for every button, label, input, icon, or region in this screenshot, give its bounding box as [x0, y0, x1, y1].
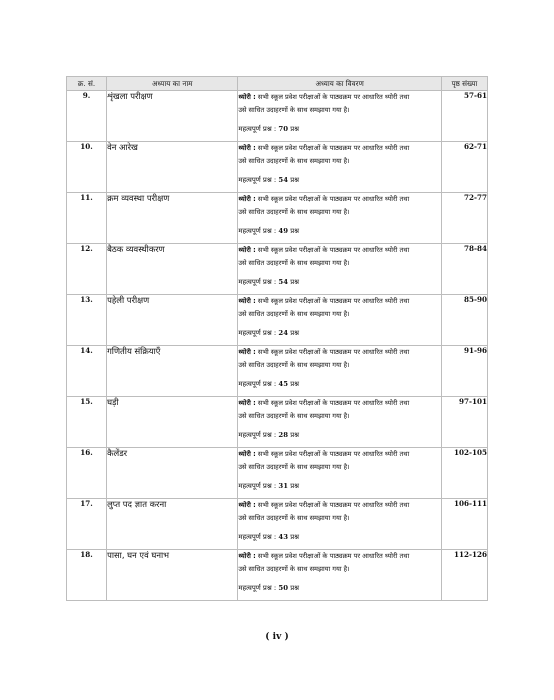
important-questions	[238, 327, 440, 340]
chapter-description	[238, 295, 441, 346]
theory-text-continued: उसे साधित उदाहरणों के साथ समझाया गया है।	[238, 105, 350, 114]
table-row	[67, 346, 488, 397]
page-range: 57-61	[441, 91, 487, 142]
important-questions-count: 43	[278, 533, 289, 541]
theory-text: सभी स्कूल प्रवेश परीक्षाओं के पाठ्यक्रम पर आधारित थ्योरी तथा	[257, 144, 410, 152]
important-questions	[238, 378, 440, 391]
important-questions	[238, 531, 440, 544]
chapter-name: लुप्त पद ज्ञात करना	[107, 499, 238, 550]
theory-label: थ्योरी :	[238, 144, 256, 152]
chapter-description	[238, 193, 441, 244]
chapter-name: पासा, घन एवं घनाभ	[107, 550, 238, 601]
important-questions-unit: प्रश्न	[290, 125, 300, 133]
page-range: 62-71	[441, 142, 487, 193]
header-chapter-name: अध्याय का नाम	[107, 77, 238, 91]
important-questions-unit: प्रश्न	[290, 533, 300, 541]
important-questions-count: 45	[278, 380, 289, 388]
theory-text-continued: उसे साधित उदाहरणों के साथ समझाया गया है।	[238, 309, 350, 318]
chapter-description	[238, 397, 441, 448]
theory-line	[238, 499, 440, 512]
theory-text: सभी स्कूल प्रवेश परीक्षाओं के पाठ्यक्रम पर आधारित थ्योरी तथा	[257, 348, 410, 356]
theory-line	[238, 142, 440, 155]
important-questions-count: 54	[278, 278, 289, 286]
chapter-description	[238, 244, 441, 295]
theory-text-continued: उसे साधित उदाहरणों के साथ समझाया गया है।	[238, 156, 350, 165]
chapter-name: क्रम व्यवस्था परीक्षण	[107, 193, 238, 244]
contents-table	[66, 76, 488, 601]
chapter-description	[238, 346, 441, 397]
important-questions-label: महत्वपूर्ण प्रश्न :	[238, 533, 277, 541]
important-questions-count: 50	[278, 584, 289, 592]
theory-label: थ्योरी :	[238, 93, 256, 101]
chapter-number: 14.	[67, 346, 107, 397]
important-questions-count: 70	[278, 125, 289, 133]
theory-line	[238, 346, 440, 359]
page-range: 85-90	[441, 295, 487, 346]
important-questions-unit: प्रश्न	[290, 584, 300, 592]
important-questions-count: 24	[278, 329, 289, 337]
important-questions-unit: प्रश्न	[290, 482, 300, 490]
theory-text: सभी स्कूल प्रवेश परीक्षाओं के पाठ्यक्रम पर आधारित थ्योरी तथा	[257, 450, 410, 458]
important-questions-label: महत्वपूर्ण प्रश्न :	[238, 125, 277, 133]
important-questions-label: महत्वपूर्ण प्रश्न :	[238, 482, 277, 490]
chapter-number: 9.	[67, 91, 107, 142]
chapter-description	[238, 448, 441, 499]
table-row	[67, 550, 488, 601]
table-row	[67, 295, 488, 346]
chapter-description	[238, 499, 441, 550]
table-row	[67, 499, 488, 550]
table-row	[67, 448, 488, 499]
theory-text-continued: उसे साधित उदाहरणों के साथ समझाया गया है।	[238, 564, 350, 573]
table-row	[67, 244, 488, 295]
table-row	[67, 91, 488, 142]
theory-line	[238, 550, 440, 563]
table-body	[67, 91, 488, 601]
important-questions	[238, 582, 440, 595]
chapter-number: 16.	[67, 448, 107, 499]
theory-label: थ्योरी :	[238, 450, 256, 458]
chapter-name: गणितीय संक्रियाएँ	[107, 346, 238, 397]
page-range: 102-105	[441, 448, 487, 499]
chapter-number: 11.	[67, 193, 107, 244]
chapter-number: 10.	[67, 142, 107, 193]
page-range: 97-101	[441, 397, 487, 448]
chapter-name: पहेली परीक्षण	[107, 295, 238, 346]
theory-line	[238, 295, 440, 308]
theory-text-continued: उसे साधित उदाहरणों के साथ समझाया गया है।	[238, 207, 350, 216]
theory-text-continued: उसे साधित उदाहरणों के साथ समझाया गया है।	[238, 513, 350, 522]
theory-text: सभी स्कूल प्रवेश परीक्षाओं के पाठ्यक्रम पर आधारित थ्योरी तथा	[257, 399, 410, 407]
chapter-description	[238, 142, 441, 193]
chapter-number: 18.	[67, 550, 107, 601]
theory-text: सभी स्कूल प्रवेश परीक्षाओं के पाठ्यक्रम पर आधारित थ्योरी तथा	[257, 297, 410, 305]
table-row	[67, 142, 488, 193]
page-range: 112-126	[441, 550, 487, 601]
page-number-footer: ( iv )	[265, 632, 289, 642]
header-serial-number: क्र. सं.	[67, 77, 107, 91]
theory-label: थ्योरी :	[238, 246, 256, 254]
chapter-name: वेन आरेख	[107, 142, 238, 193]
important-questions-label: महत्वपूर्ण प्रश्न :	[238, 176, 277, 184]
chapter-number: 17.	[67, 499, 107, 550]
important-questions-label: महत्वपूर्ण प्रश्न :	[238, 278, 277, 286]
theory-text-continued: उसे साधित उदाहरणों के साथ समझाया गया है।	[238, 462, 350, 471]
table-header-row	[67, 77, 488, 91]
page-range: 106-111	[441, 499, 487, 550]
important-questions	[238, 123, 440, 136]
important-questions-count: 54	[278, 176, 289, 184]
theory-label: थ्योरी :	[238, 348, 256, 356]
theory-text: सभी स्कूल प्रवेश परीक्षाओं के पाठ्यक्रम पर आधारित थ्योरी तथा	[257, 501, 410, 509]
important-questions-count: 49	[278, 227, 289, 235]
important-questions-unit: प्रश्न	[290, 380, 300, 388]
theory-line	[238, 244, 440, 257]
theory-line	[238, 448, 440, 461]
important-questions	[238, 225, 440, 238]
chapter-name: घड़ी	[107, 397, 238, 448]
important-questions-unit: प्रश्न	[290, 176, 300, 184]
theory-text-continued: उसे साधित उदाहरणों के साथ समझाया गया है।	[238, 258, 350, 267]
theory-label: थ्योरी :	[238, 552, 256, 560]
page-range: 78-84	[441, 244, 487, 295]
theory-line	[238, 91, 440, 104]
important-questions	[238, 480, 440, 493]
important-questions-unit: प्रश्न	[290, 431, 300, 439]
page-range: 72-77	[441, 193, 487, 244]
header-chapter-description: अध्याय का विवरण	[238, 77, 441, 91]
theory-label: थ्योरी :	[238, 399, 256, 407]
important-questions-unit: प्रश्न	[290, 227, 300, 235]
theory-line	[238, 397, 440, 410]
important-questions-count: 28	[278, 431, 289, 439]
theory-text-continued: उसे साधित उदाहरणों के साथ समझाया गया है।	[238, 360, 350, 369]
chapter-name: कैलेंडर	[107, 448, 238, 499]
chapter-name: शृंखला परीक्षण	[107, 91, 238, 142]
theory-label: थ्योरी :	[238, 195, 256, 203]
theory-label: थ्योरी :	[238, 297, 256, 305]
theory-text: सभी स्कूल प्रवेश परीक्षाओं के पाठ्यक्रम पर आधारित थ्योरी तथा	[257, 195, 410, 203]
important-questions	[238, 276, 440, 289]
chapter-number: 15.	[67, 397, 107, 448]
header-page-number: पृष्ठ संख्या	[441, 77, 487, 91]
chapter-number: 12.	[67, 244, 107, 295]
theory-text: सभी स्कूल प्रवेश परीक्षाओं के पाठ्यक्रम पर आधारित थ्योरी तथा	[257, 246, 410, 254]
table-row	[67, 397, 488, 448]
chapter-description	[238, 550, 441, 601]
important-questions-label: महत्वपूर्ण प्रश्न :	[238, 329, 277, 337]
important-questions-count: 31	[278, 482, 289, 490]
important-questions-label: महत्वपूर्ण प्रश्न :	[238, 431, 277, 439]
important-questions	[238, 174, 440, 187]
theory-text: सभी स्कूल प्रवेश परीक्षाओं के पाठ्यक्रम पर आधारित थ्योरी तथा	[257, 552, 410, 560]
important-questions-label: महत्वपूर्ण प्रश्न :	[238, 584, 277, 592]
important-questions-label: महत्वपूर्ण प्रश्न :	[238, 227, 277, 235]
important-questions-unit: प्रश्न	[290, 329, 300, 337]
theory-text-continued: उसे साधित उदाहरणों के साथ समझाया गया है।	[238, 411, 350, 420]
theory-text: सभी स्कूल प्रवेश परीक्षाओं के पाठ्यक्रम पर आधारित थ्योरी तथा	[257, 93, 410, 101]
chapter-name: बैठक व्यवस्थीकरण	[107, 244, 238, 295]
theory-label: थ्योरी :	[238, 501, 256, 509]
chapter-description	[238, 91, 441, 142]
important-questions-label: महत्वपूर्ण प्रश्न :	[238, 380, 277, 388]
important-questions-unit: प्रश्न	[290, 278, 300, 286]
theory-line	[238, 193, 440, 206]
important-questions	[238, 429, 440, 442]
page-range: 91-96	[441, 346, 487, 397]
table-row	[67, 193, 488, 244]
chapter-number: 13.	[67, 295, 107, 346]
